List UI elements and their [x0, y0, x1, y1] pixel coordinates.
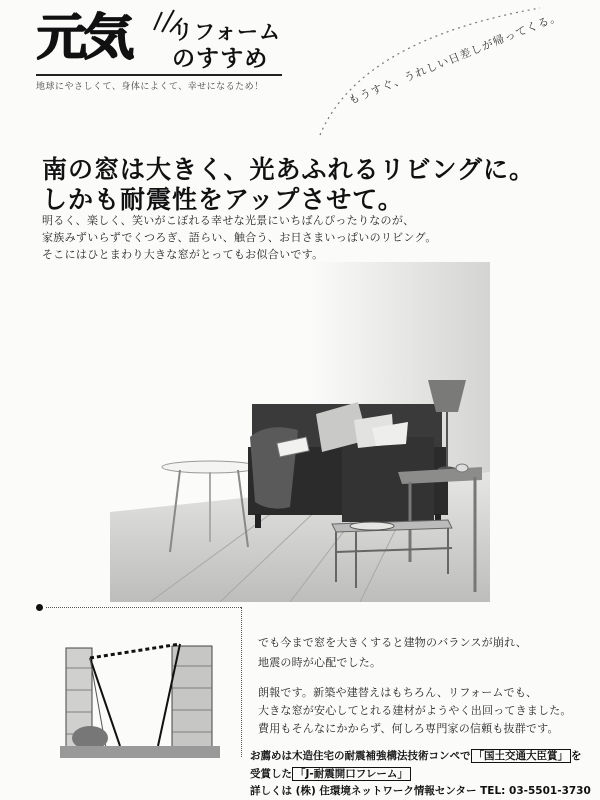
award-name: 「国土交通大臣賞」 [471, 749, 572, 763]
footer-line-2 [250, 766, 411, 781]
logo-subtitle-line2: のすすめ [172, 46, 269, 72]
dotted-divider [46, 607, 241, 608]
tagline: 地球にやさしくて、身体によくて、幸せになるため！ [36, 82, 264, 92]
logo-title: 元気 [36, 8, 130, 66]
dot-bullet-icon [36, 604, 43, 611]
footer-line2-pre: 受賞した [250, 768, 292, 780]
logo-subtitle-line1: リフォーム [172, 20, 281, 44]
catch-copy: もうすぐ、うれしい日差しが帰ってくる。 [346, 9, 563, 108]
headline-line1: 南の窓は大きく、光あふれるリビングに。 [42, 155, 536, 184]
lead-line-2: 家族みずいらずでくつろぎ、語らい、触合う、お日さまいっぱいのリビング。 [42, 231, 437, 244]
lead-line-3: そこにはひとまわり大きな窓がとってもお似合いです。 [42, 248, 324, 261]
headline-line2: しかも耐震性をアップさせて。 [42, 185, 404, 214]
body-line-5: 費用もそんなにかからず、何しろ専門家の信頼も抜群です。 [258, 722, 559, 735]
footer-line1-post: を [571, 750, 582, 762]
dotted-divider-vertical [241, 607, 242, 757]
body-line-1: でも今まで窓を大きくすると建物のバランスが崩れ、 [258, 636, 528, 649]
header-rule [36, 74, 282, 76]
footer-contact: 詳しくは (株) 住環境ネットワーク情報センター TEL: 03-5501-3730 [250, 785, 591, 797]
body-line-4: 大きな窓が安心してとれる建材がようやく出回ってきました。 [258, 704, 572, 717]
seismic-frame-illustration [60, 638, 220, 758]
lead-line-1: 明るく、楽しく、笑いがこぼれる幸せな光景にいちばんぴったりなのが、 [42, 214, 415, 227]
footer-line1-pre: お薦めは木造住宅の耐震補強構法技術コンペで [250, 750, 471, 762]
body-line-2: 地震の時が心配でした。 [258, 656, 382, 669]
living-room-photo [110, 262, 490, 602]
product-name: 「J-耐震開口フレーム」 [292, 767, 411, 781]
body-line-3: 朗報です。新築や建替えはもちろん、リフォームでも、 [258, 686, 538, 699]
footer-line-1 [250, 748, 582, 763]
